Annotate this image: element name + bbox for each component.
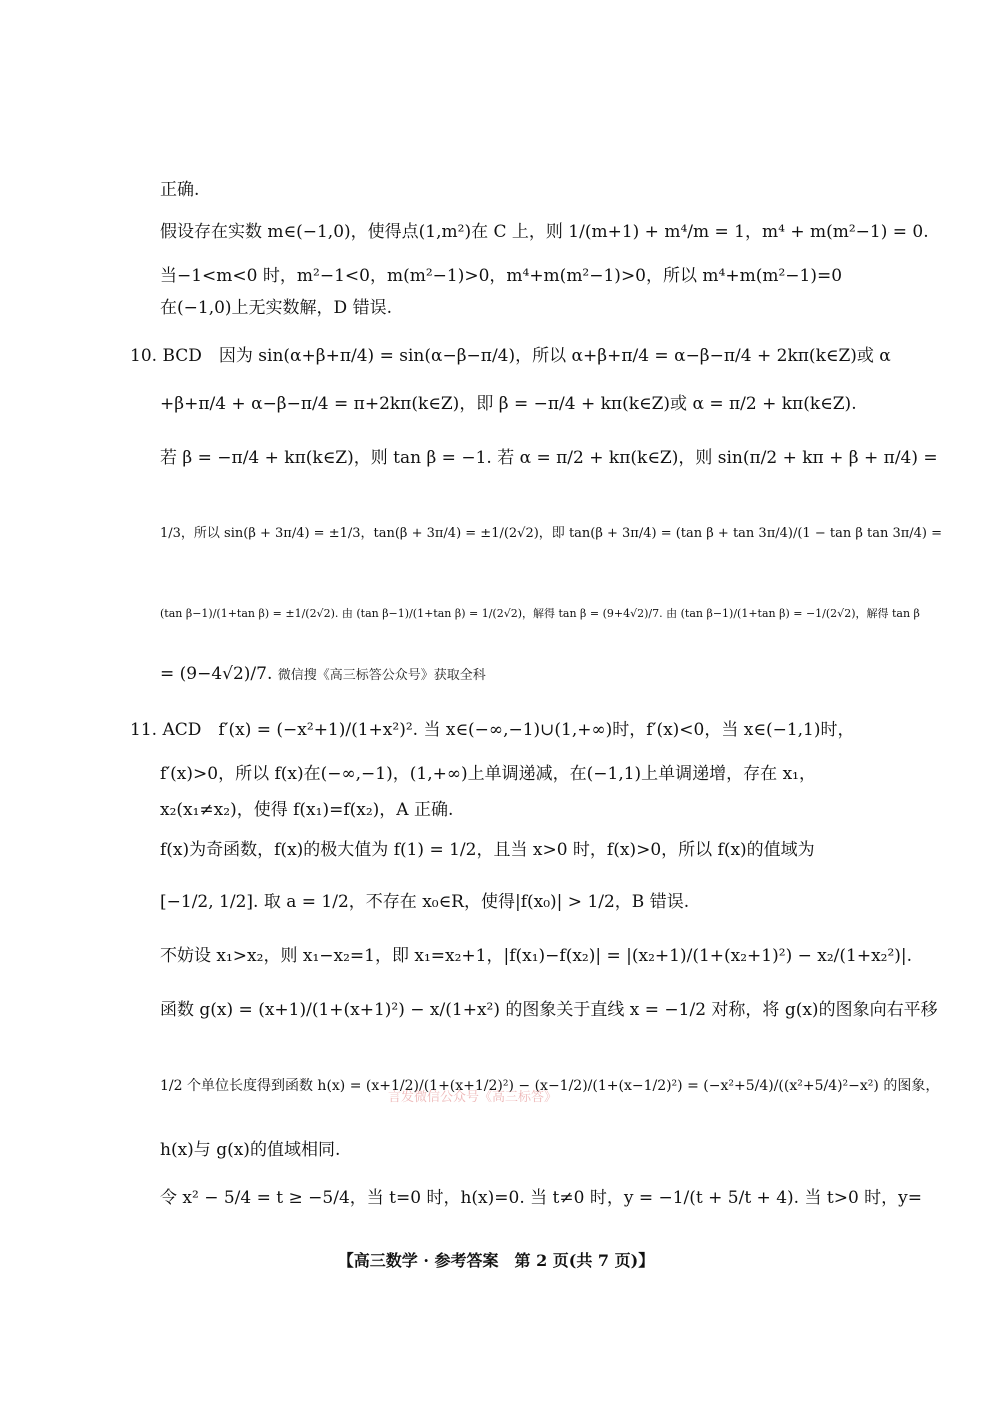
q11-line-3: x₂(x₁≠x₂)，使得 f(x₁)=f(x₂)，A 正确. [160,800,454,820]
q11-line-7: 函数 g(x) = (x+1)/(1+(x+1)²) − x/(1+x²) 的图象关于直线 x = −1/2 对称，将 g(x)的图象向右平移 [160,1000,938,1020]
q10-line-4: 1/3，所以 sin(β + 3π/4) = ±1/3，tan(β + 3π/4) = ±1/(2√2)，即 tan(β + 3π/4) = (tan β + tan 3π/4)/(1 − tan β tan 3π/4) = [160,526,943,541]
q10-line-3: 若 β = −π/4 + kπ(k∈Z)，则 tan β = −1. 若 α = π/2 + kπ(k∈Z)，则 sin(π/2 + kπ + β + π/4) = [160,448,938,468]
text-line-3: 当−1<m<0 时，m²−1<0，m(m²−1)>0，m⁴+m(m²−1)>0，所以 m⁴+m(m²−1)=0 [160,266,843,286]
q11-line-6: 不妨设 x₁>x₂，则 x₁−x₂=1，即 x₁=x₂+1，|f(x₁)−f(x₂)| = |(x₂+1)/(1+(x₂+1)²) − x₂/(1+x₂²)|. [160,946,913,966]
q11-line-8: 1/2 个单位长度得到函数 h(x) = (x+1/2)/(1+(x+1/2)²) − (x−1/2)/(1+(x−1/2)²) = (−x²+5/4)/((x²+5/4)²−x²) 的图象， [160,1078,940,1094]
text-line-2: 假设存在实数 m∈(−1,0)，使得点(1,m²)在 C 上，则 1/(m+1) + m⁴/m = 1，m⁴ + m(m²−1) = 0. [160,222,929,242]
text-line-4: 在(−1,0)上无实数解，D 错误. [160,298,392,318]
watermark: 言发微信公众号《高三标答》 [388,1090,558,1105]
wechat-note: 微信搜《高三标答公众号》获取全科 [277,668,486,683]
q10-line-2: +β+π/4 + α−β−π/4 = π+2kπ(k∈Z)，即 β = −π/4 + kπ(k∈Z)或 α = π/2 + kπ(k∈Z). [160,394,857,414]
q11-line-1: 11. ACD f′(x) = (−x²+1)/(1+x²)². 当 x∈(−∞,−1)∪(1,+∞)时，f′(x)<0，当 x∈(−1,1)时， [130,720,855,740]
page-footer: 【高三数学 · 参考答案 第 2 页(共 7 页)】 [337,1251,655,1270]
text-line-1: 正确. [160,180,200,200]
q10-line-5: (tan β−1)/(1+tan β) = ±1/(2√2). 由 (tan β−1)/(1+tan β) = 1/(2√2)，解得 tan β = (9+4√2)/7. 由 (tan β−1)/(1+tan β) = −1/(2√2)，解得 tan β [160,607,920,620]
q10-line-1: 10. BCD 因为 sin(α+β+π/4) = sin(α−β−π/4)，所以 α+β+π/4 = α−β−π/4 + 2kπ(k∈Z)或 α [130,346,891,366]
q10-line-6 [160,660,486,690]
q11-line-5: [−1/2, 1/2]. 取 a = 1/2，不存在 x₀∈R，使得|f(x₀)| > 1/2，B 错误. [160,892,690,912]
q11-line-2: f′(x)>0，所以 f(x)在(−∞,−1)，(1,+∞)上单调递减，在(−1,1)上单调递增，存在 x₁， [160,764,816,784]
q11-line-4: f(x)为奇函数，f(x)的极大值为 f(1) = 1/2，且当 x>0 时，f(x)>0，所以 f(x)的值域为 [160,840,815,860]
q10-final-value: = (9−4√2)/7. [160,664,273,684]
q11-line-10: 令 x² − 5/4 = t ≥ −5/4，当 t=0 时，h(x)=0. 当 t≠0 时，y = −1/(t + 5/t + 4). 当 t>0 时，y= [160,1188,923,1208]
q11-line-9: h(x)与 g(x)的值域相同. [160,1140,341,1160]
